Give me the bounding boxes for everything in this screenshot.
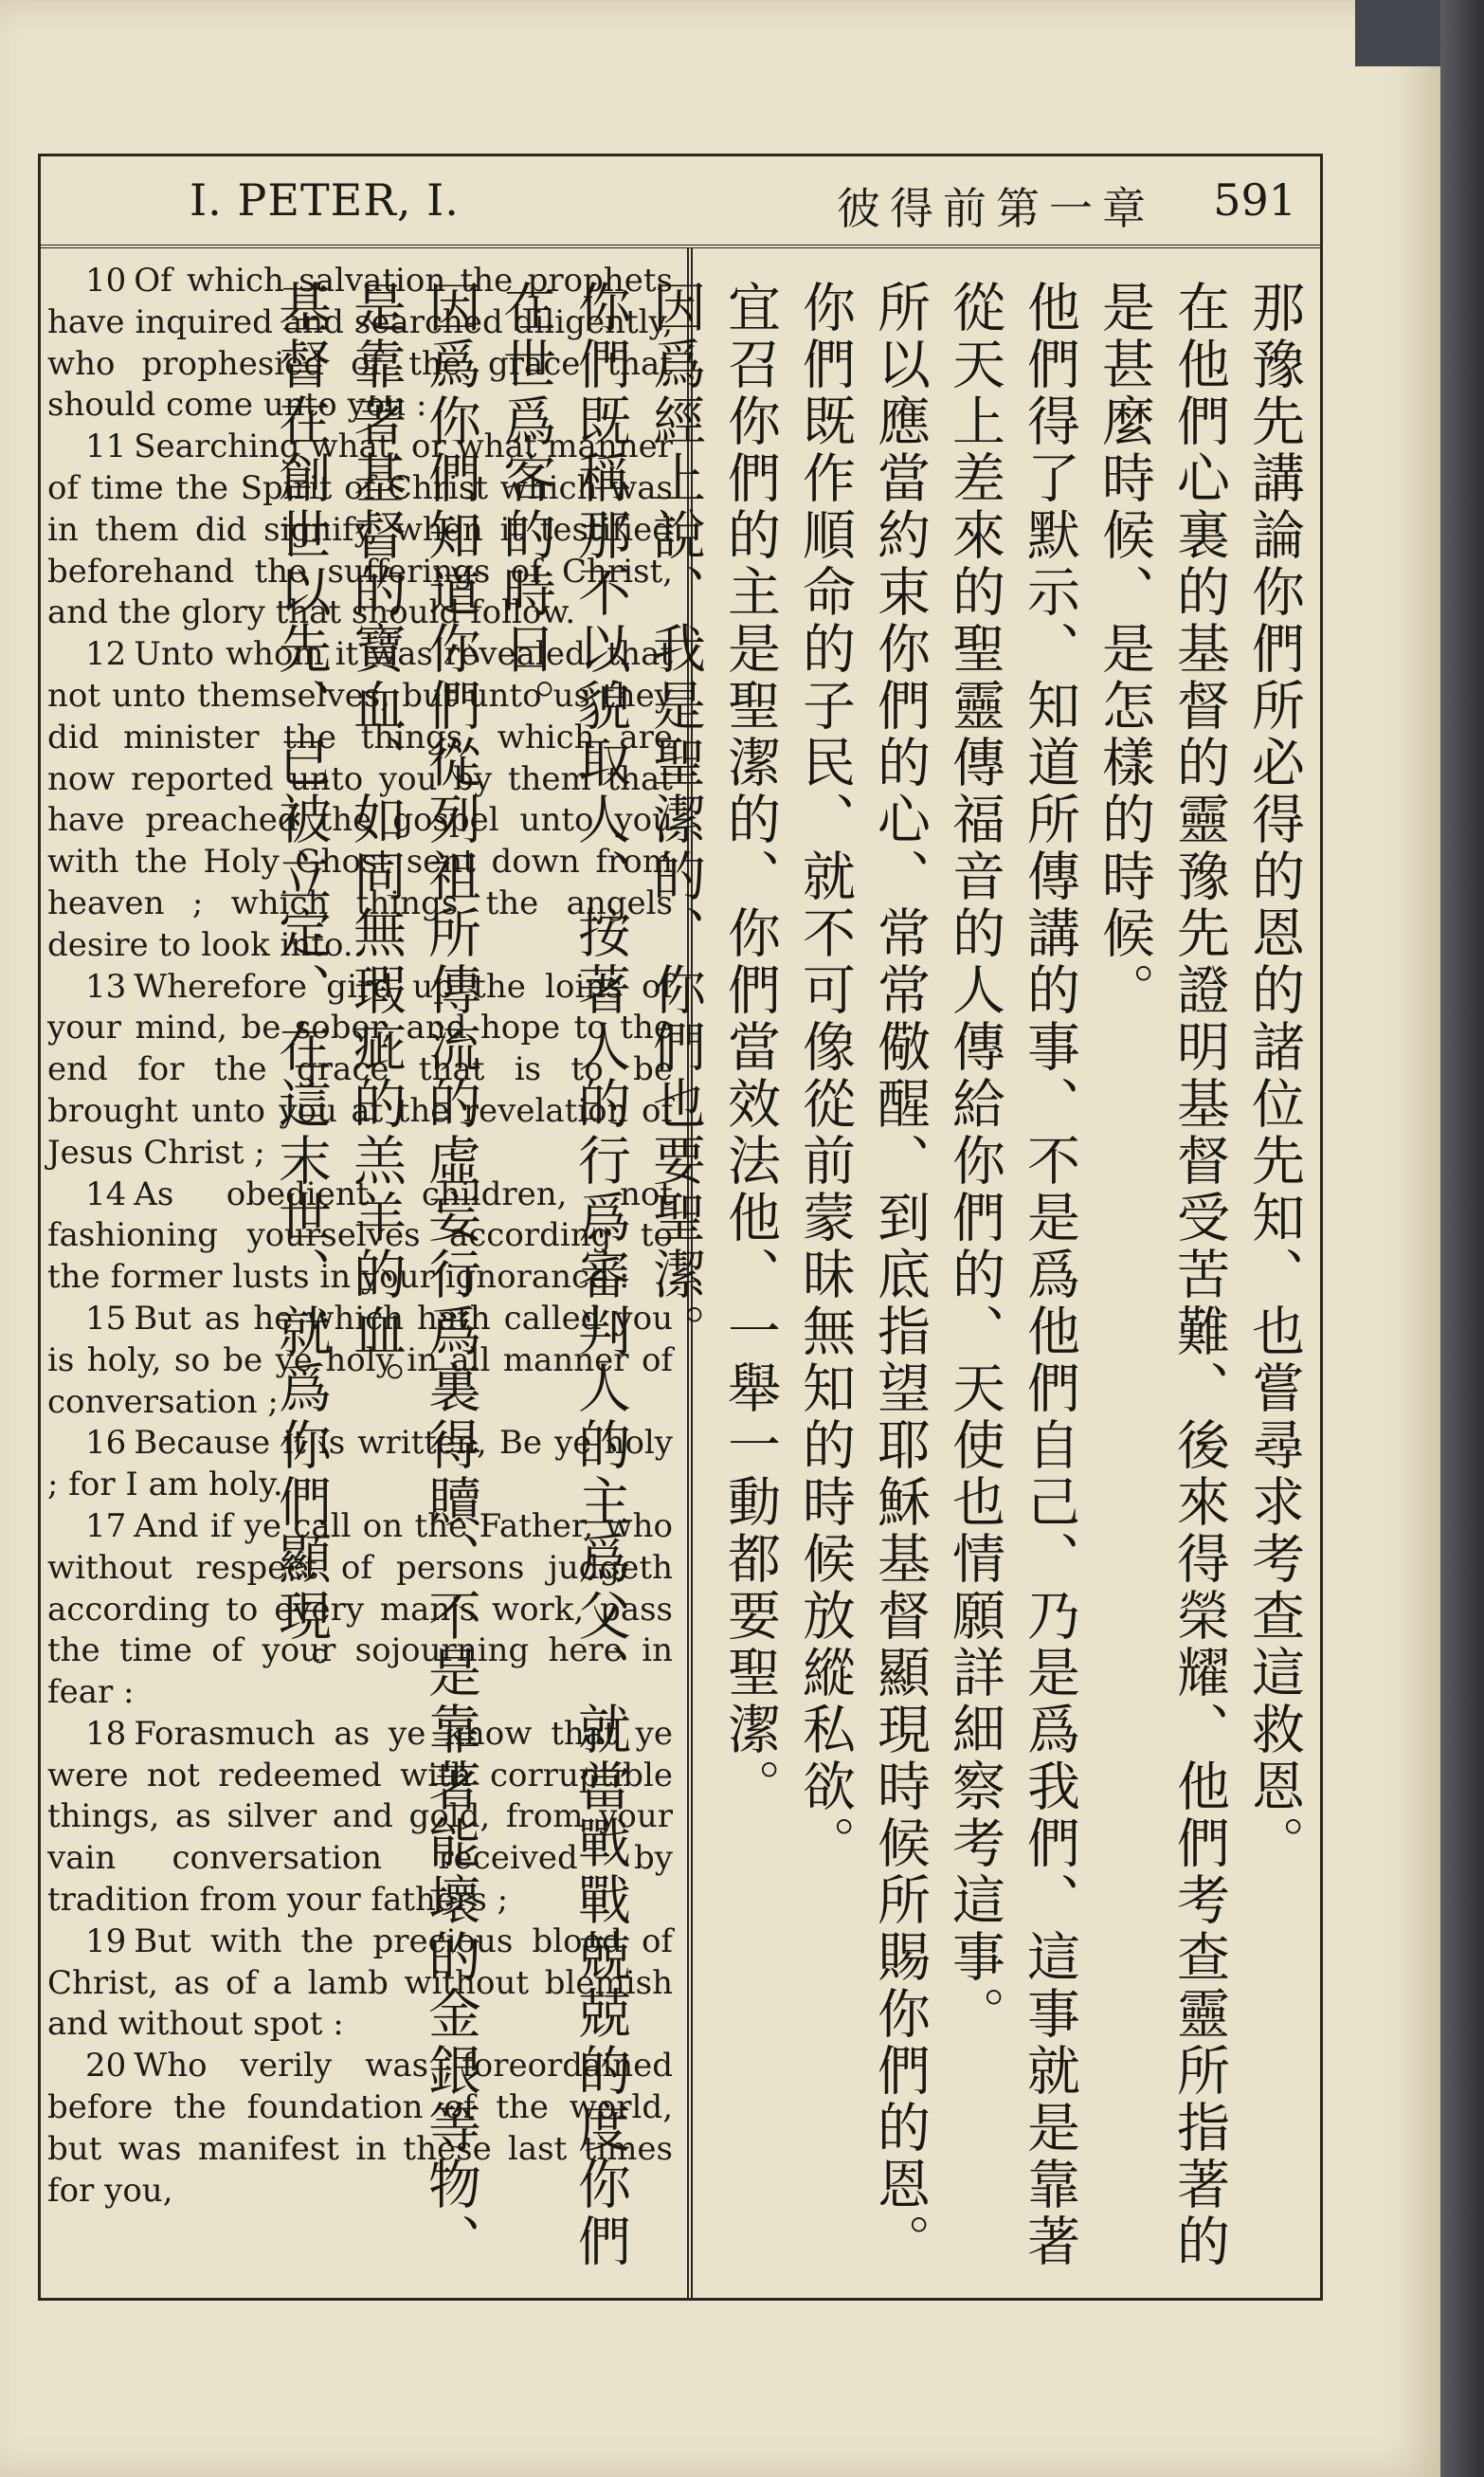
book-cover-corner bbox=[1355, 0, 1440, 66]
verse-number: 20 bbox=[85, 2047, 127, 2085]
verse-number: 16 bbox=[85, 1424, 127, 1463]
verse-text: Forasmuch as ye know that ye were not redeemed with corruptible things, as silver and gold, from your vain conversation received by tradition from your fathers ; bbox=[47, 1714, 673, 1920]
chinese-verse-18: 因爲你們知道你們從列祖所傳流的虛妄行爲裏得贖、不是靠著能壞的金銀等物、 bbox=[420, 280, 481, 2270]
verse-number: 11 bbox=[85, 428, 127, 466]
chinese-verse-14: 你們既作順命的子民、就不可像從前蒙昧無知的時候放縱私欲。 bbox=[794, 280, 856, 1872]
book-title: I. PETER, I. bbox=[190, 174, 460, 226]
verse-text: But with the precious blood of Christ, as of a lamb without blemish and without spot : bbox=[47, 1921, 673, 2044]
verse-number: 19 bbox=[85, 1921, 127, 1960]
chinese-verse-17: 你們既稱那不以貌取人、按著人的行爲審判人的主爲父、就當戰戰兢兢的度你們在世爲客的時日。 bbox=[495, 280, 631, 2270]
chinese-verse-13: 所以應當約束你們的心、常常儆醒、到底指望耶穌基督顯現時候所賜你們的恩。 bbox=[869, 280, 931, 2270]
chinese-verse-20: 基督在創世以先、已被立定、在這末世、就爲你們顯現。 bbox=[270, 280, 332, 1702]
book-cover-edge bbox=[1440, 0, 1484, 2477]
chinese-verse-12: 他們得了默示、知道所傳講的事、不是爲他們自己、乃是爲我們、這事就是靠著從天上差來的聖靈傳福音的人傳給你們的、天使也情願詳細察考這事。 bbox=[944, 280, 1080, 2270]
chinese-verse-10: 那豫先講論你們所必得的恩的諸位先知、也嘗尋求考查這救恩。 bbox=[1243, 280, 1305, 1872]
chinese-title: 彼得前第一章 bbox=[837, 183, 1155, 234]
verse-text: As obedient children, not fashioning yourselves according to the former lusts in your ignorance : bbox=[47, 1175, 673, 1297]
chinese-verse-11: 在他們心裏的基督的靈豫先證明基督受苦難、後來得榮耀、他們考查靈所指著的是甚麼時候、是怎樣的時候。 bbox=[1094, 280, 1230, 2270]
verse-text: Unto whom it was revealed, that not unto themselves, but unto us they did minister the things, which are now reported unto you by them that have preached the gospel unto you with the Holy Ghost sent down from heaven ; which things the angels desire to look into. bbox=[47, 635, 673, 964]
verse-number: 12 bbox=[85, 635, 127, 674]
page-number: 591 bbox=[1213, 174, 1296, 226]
verse-text: And if ye call on the Father, who without respect of persons judgeth according to every man's work, pass the time of your sojourning here in fear : bbox=[47, 1506, 673, 1712]
verse-number: 18 bbox=[85, 1714, 127, 1753]
chinese-verse-19: 是靠著基督的寶血、如同無瑕疵的羔羊的血。 bbox=[345, 280, 407, 1417]
page-header bbox=[38, 154, 1323, 248]
verse-number: 14 bbox=[85, 1175, 127, 1213]
verse-text: Who verily was foreordained before the foundation of the world, but was manifest in these last times for you, bbox=[47, 2047, 673, 2210]
verse-text: But as he which hath called you is holy, so be ye holy in all manner of conversation ; bbox=[47, 1299, 673, 1421]
chinese-verse-15: 宜召你們的主是聖潔的、你們當效法他、一舉一動都要聖潔。 bbox=[719, 280, 781, 1815]
chinese-verse-16: 因爲經上說、我是聖潔的、你們也要聖潔。 bbox=[644, 280, 706, 1360]
verse-text: Wherefore gird up the loins of your mind, be sober, and hope to the end for the grace that is to be brought unto you at the revelation of Jesus Christ ; bbox=[47, 967, 673, 1172]
verse-number: 13 bbox=[85, 967, 127, 1006]
verse-number: 10 bbox=[85, 262, 127, 300]
verse-text: Searching what, or what manner of time the Spirit of Christ which was in them did signify, when it testified beforehand the sufferings of Christ, and the glory that should follow. bbox=[47, 428, 673, 632]
verse-text: Because it is written, Be ye holy ; for I am holy. bbox=[47, 1424, 673, 1504]
verse-number: 15 bbox=[85, 1299, 127, 1338]
verse-number: 17 bbox=[85, 1506, 127, 1545]
verse-text: Of which salvation the prophets have inquired and searched diligently, who prophesied of the grace that should come unto you : bbox=[47, 262, 673, 425]
